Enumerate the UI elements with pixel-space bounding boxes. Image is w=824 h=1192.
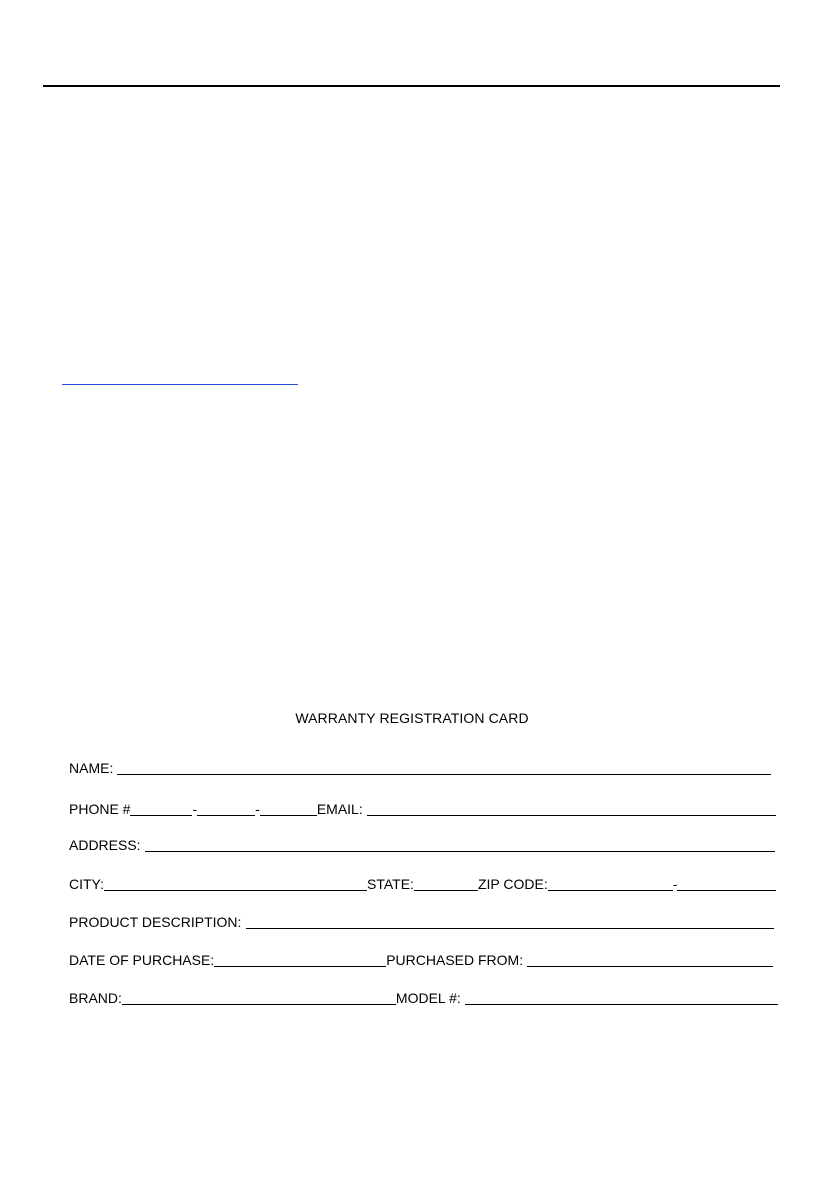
- phone-email-row: [69, 798, 776, 818]
- city-field[interactable]: [104, 890, 367, 891]
- brand-field[interactable]: [122, 1004, 396, 1005]
- address-row: [69, 834, 775, 854]
- product-description-label: PRODUCT DESCRIPTION:: [69, 914, 242, 930]
- phone-dash: -: [192, 801, 198, 817]
- phone-line-field[interactable]: [260, 815, 317, 816]
- city-state-zip-row: [69, 873, 776, 893]
- hyperlink-underline[interactable]: [62, 384, 298, 385]
- city-label: CITY:: [69, 876, 105, 892]
- address-label: ADDRESS:: [69, 837, 141, 853]
- phone-prefix-field[interactable]: [197, 815, 255, 816]
- brand-label: BRAND:: [69, 990, 122, 1006]
- email-label: EMAIL:: [316, 801, 363, 817]
- date-of-purchase-label: DATE OF PURCHASE:: [69, 952, 215, 968]
- name-row: [69, 757, 771, 777]
- phone-dash: -: [255, 801, 260, 817]
- date-of-purchase-field[interactable]: [214, 966, 386, 967]
- zip-field[interactable]: [548, 890, 673, 891]
- model-label: MODEL #:: [395, 990, 461, 1006]
- address-field[interactable]: [145, 851, 775, 852]
- name-label: NAME:: [69, 760, 114, 776]
- purchased-from-field[interactable]: [527, 966, 773, 967]
- warranty-card-title: WARRANTY REGISTRATION CARD: [295, 710, 529, 726]
- phone-label: PHONE #: [69, 801, 131, 817]
- phone-area-code-field[interactable]: [130, 815, 192, 816]
- header-rule: [43, 85, 780, 87]
- model-field[interactable]: [465, 1004, 778, 1005]
- zip-label: ZIP CODE:: [477, 876, 548, 892]
- purchase-row: [69, 949, 773, 969]
- state-label: STATE:: [367, 876, 414, 892]
- brand-model-row: [69, 987, 778, 1007]
- state-field[interactable]: [414, 890, 478, 891]
- product-description-row: [69, 911, 774, 931]
- zip-extension-field[interactable]: [677, 890, 776, 891]
- product-description-field[interactable]: [246, 928, 774, 929]
- email-field[interactable]: [367, 815, 776, 816]
- name-field[interactable]: [117, 774, 771, 775]
- zip-dash: -: [672, 876, 678, 892]
- purchased-from-label: PURCHASED FROM:: [386, 952, 524, 968]
